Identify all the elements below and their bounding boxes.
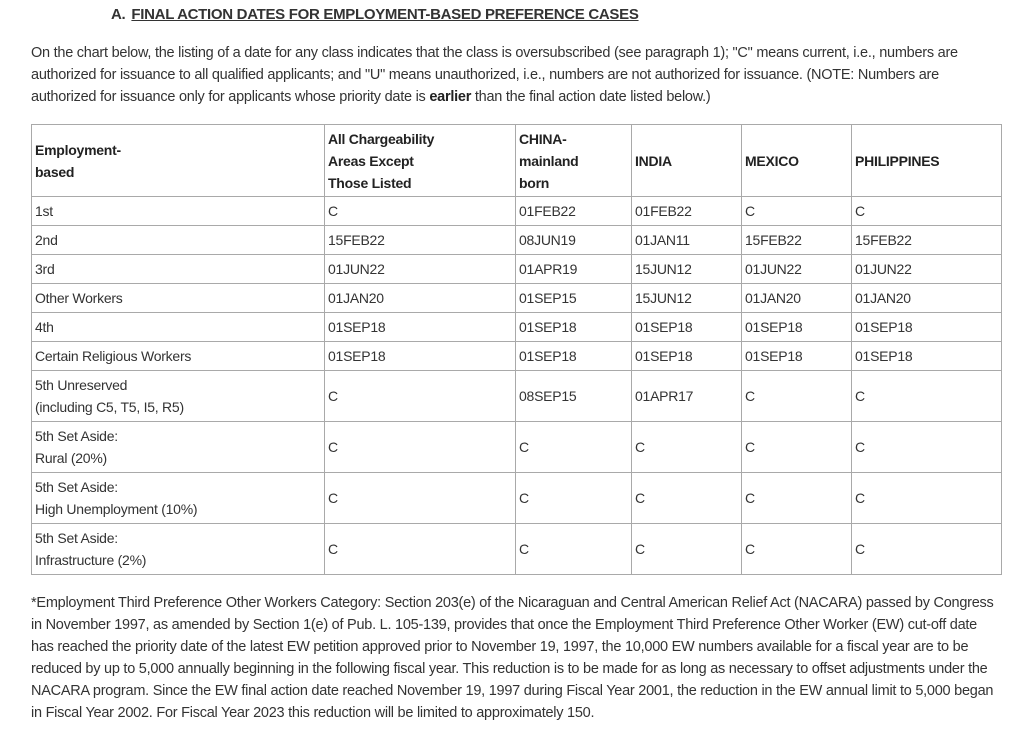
row-label: 5th Set Aside: Rural (20%) (32, 422, 325, 473)
row-label: Other Workers (32, 284, 325, 313)
table-cell: C (325, 197, 516, 226)
table-cell: 08JUN19 (516, 226, 632, 255)
table-cell: 01SEP18 (516, 313, 632, 342)
row-label: Certain Religious Workers (32, 342, 325, 371)
header-mexico: MEXICO (742, 125, 852, 197)
table-cell: 01JUN22 (325, 255, 516, 284)
table-cell: C (852, 422, 1002, 473)
row-label: 4th (32, 313, 325, 342)
table-cell: C (742, 197, 852, 226)
row-label: 5th Unreserved (including C5, T5, I5, R5) (32, 371, 325, 422)
table-cell: C (852, 524, 1002, 575)
table-cell: C (852, 371, 1002, 422)
table-cell: 01JAN20 (325, 284, 516, 313)
section-heading (111, 6, 639, 23)
table-cell: C (516, 524, 632, 575)
table-cell: 01SEP18 (852, 342, 1002, 371)
intro-text-after: than the final action date listed below.) (471, 89, 711, 105)
row-label: 1st (32, 197, 325, 226)
table-cell: C (325, 473, 516, 524)
table-cell: 01JUN22 (742, 255, 852, 284)
table-cell: C (632, 473, 742, 524)
table-cell: C (742, 371, 852, 422)
row-label: 2nd (32, 226, 325, 255)
table-cell: 01SEP18 (516, 342, 632, 371)
table-cell: 01APR17 (632, 371, 742, 422)
table-cell: 15FEB22 (742, 226, 852, 255)
table-cell: 01SEP18 (742, 342, 852, 371)
header-india: INDIA (632, 125, 742, 197)
table-row (32, 197, 1002, 226)
table-cell: 01JAN20 (852, 284, 1002, 313)
table-cell: C (852, 197, 1002, 226)
table-cell: 01SEP18 (632, 313, 742, 342)
header-all-chargeability: All Chargeability Areas Except Those Listed (325, 125, 516, 197)
table-row (32, 342, 1002, 371)
table-cell: 15JUN12 (632, 284, 742, 313)
table-cell: 01SEP18 (325, 342, 516, 371)
table-cell: 01SEP18 (325, 313, 516, 342)
final-action-dates-table (31, 124, 1002, 575)
header-philippines: PHILIPPINES (852, 125, 1002, 197)
footnote-paragraph: *Employment Third Preference Other Workers Category: Section 203(e) of the Nicaraguan and Central American Relief Act (NACARA) passed by Congress in November 1997, as amended by Section 1(e) of Pub. L. 105-139, provides that once the Employment Third Preference Other Worker (EW) cut-off date has reached the priority date of the latest EW petition approved prior to November 19, 1997, the 10,000 EW numbers available for a fiscal year are to be reduced by up to 5,000 annually beginning in the following fiscal year. This reduction is to be made for as long as necessary to offset adjustments under the NACARA program. Since the EW final action date reached November 19, 1997 during Fiscal Year 2001, the reduction in the EW annual limit to 5,000 began in Fiscal Year 2002. For Fiscal Year 2023 this reduction will be limited to approximately 150. (31, 595, 994, 721)
table-cell: C (632, 422, 742, 473)
table-cell: C (516, 473, 632, 524)
section-title: FINAL ACTION DATES FOR EMPLOYMENT-BASED PREFERENCE CASES (131, 6, 639, 23)
table-row (32, 284, 1002, 313)
table-row (32, 255, 1002, 284)
table-cell: 01FEB22 (516, 197, 632, 226)
table-cell: 15FEB22 (852, 226, 1002, 255)
table-cell: 15JUN12 (632, 255, 742, 284)
table-cell: 08SEP15 (516, 371, 632, 422)
table-cell: C (325, 422, 516, 473)
table-cell: 01JAN20 (742, 284, 852, 313)
table-cell: C (742, 473, 852, 524)
table-row (32, 226, 1002, 255)
section-letter: A. (111, 6, 126, 23)
intro-text-before: On the chart below, the listing of a date for any class indicates that the class is oversubscribed (see paragraph 1); "C" means current, i.e., numbers are authorized for issuance to all qualified applicants; and "U" means unauthorized, i.e., numbers are not authorized for issuance. (NOTE: Numbers are authorized for issuance only for applicants whose priority date is (31, 45, 958, 105)
table-row (32, 473, 1002, 524)
table-cell: 01SEP18 (852, 313, 1002, 342)
row-label: 5th Set Aside: High Unemployment (10%) (32, 473, 325, 524)
row-label: 5th Set Aside: Infrastructure (2%) (32, 524, 325, 575)
table-cell: 01APR19 (516, 255, 632, 284)
header-china: CHINA- mainland born (516, 125, 632, 197)
table-cell: C (742, 524, 852, 575)
table-cell: 01JUN22 (852, 255, 1002, 284)
table-row (32, 524, 1002, 575)
table-cell: 01SEP15 (516, 284, 632, 313)
table-cell: C (516, 422, 632, 473)
table-cell: 01SEP18 (632, 342, 742, 371)
table-cell: C (325, 371, 516, 422)
table-header-row (32, 125, 1002, 197)
row-label: 3rd (32, 255, 325, 284)
table-cell: C (325, 524, 516, 575)
table-cell: C (632, 524, 742, 575)
intro-emphasis: earlier (429, 89, 472, 105)
table-cell: 01FEB22 (632, 197, 742, 226)
table-row (32, 313, 1002, 342)
header-employment-based: Employment- based (32, 125, 325, 197)
table-cell: C (742, 422, 852, 473)
table-cell: 15FEB22 (325, 226, 516, 255)
table-row (32, 422, 1002, 473)
table-cell: 01SEP18 (742, 313, 852, 342)
table-cell: 01JAN11 (632, 226, 742, 255)
intro-paragraph (31, 42, 997, 108)
table-cell: C (852, 473, 1002, 524)
table-row (32, 371, 1002, 422)
